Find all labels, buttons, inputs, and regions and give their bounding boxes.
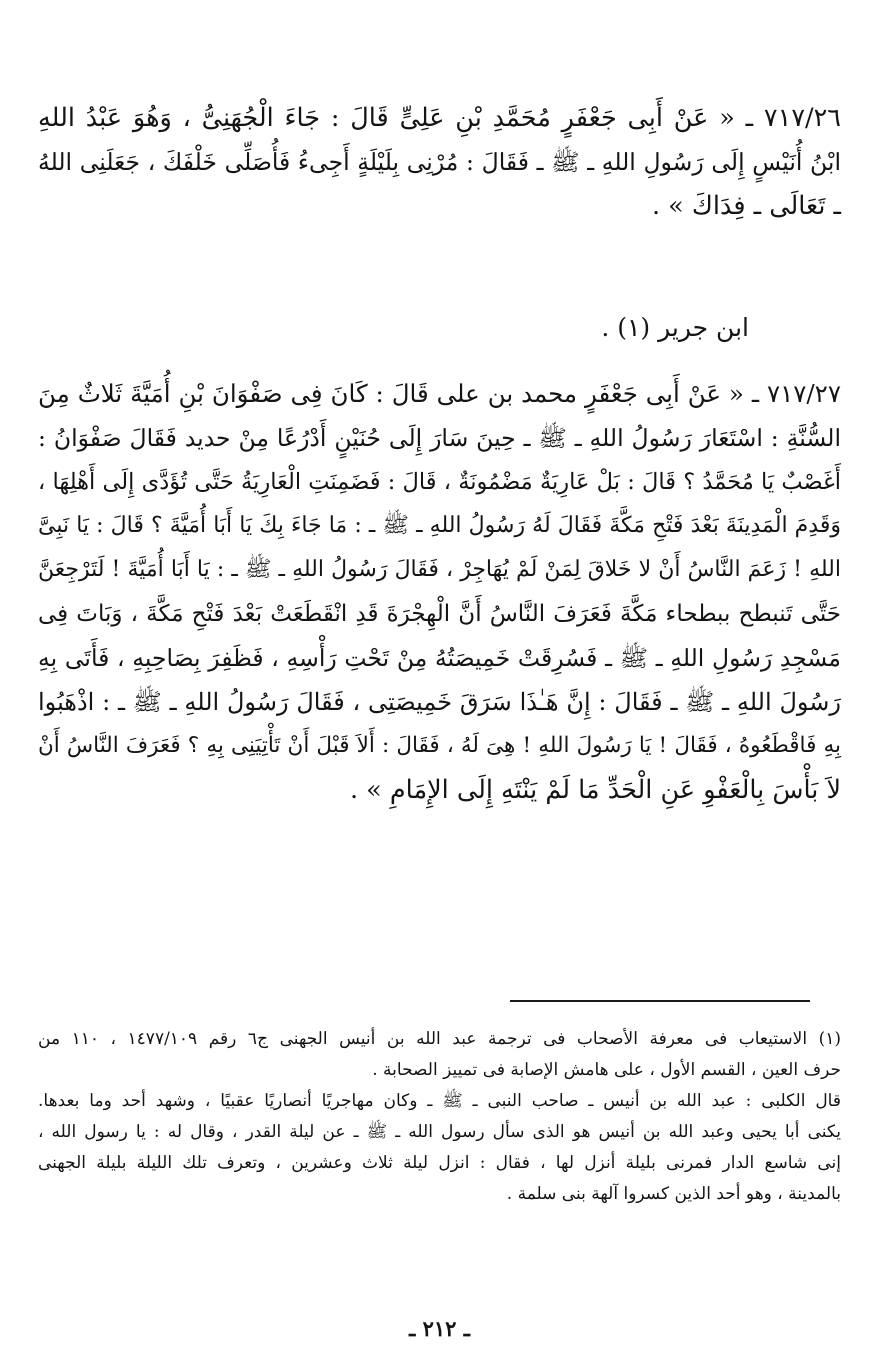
footnote-line-5: إنى شاسع الدار فمرنى بليلة أنزل لها ، فقال : انزل ليلة ثلاث وعشرين ، وتعرف تلك الليلة بليلة الجهنى [38,1153,841,1173]
hadith-717-27 [38,372,841,812]
hadith-26-line-2: ابْنُ أُنَيْسٍ إِلَى رَسُولِ اللهِ ـ ﷺ ـ فَقَالَ : مُرْنِى بِلَيْلَةٍ أَجِىءُ فَأُصَلِّى خَلْفَكَ ، جَعَلَنِى اللهُ [38,148,841,176]
hadith-717-26 [38,96,841,228]
hadith-26-line-3: ـ تَعَالَى ـ فِدَاكَ » . [651,191,841,221]
footnotes [38,1024,841,1210]
footnote-line-4: يكنى أبا يحيى وعبد الله بن أنيس هو الذى سأل رسول الله ـ ﷺ ـ عن ليلة القدر ، وقال له : يا رسول الله ، [38,1122,841,1142]
hadith-27-line-4: وَقَدِمَ الْمَدِينَةَ بَعْدَ فَتْحِ مَكَّةَ فَقَالَ لَهُ رَسُولُ اللهِ ـ ﷺ ـ : مَا جَاءَ بِكَ يَا أَبَا أُمَيَّةَ ؟ قَالَ : يَا نَبِىَّ [38,513,841,538]
hadith-27-line-2: السُّنَّةِ : اسْتَعَارَ رَسُولُ اللهِ ـ ﷺ ـ حِينَ سَارَ إِلَى حُنَيْنٍ أَدْرُعًا مِنْ حديد فَقَالَ صَفْوَانُ : [38,424,841,452]
footnote-line-2: حرف العين ، القسم الأول ، على هامش الإصابة فى تمييز الصحابة . [372,1060,841,1080]
hadith-27-line-10: لاَ بَأْسَ بِالْعَفْوِ عَنِ الْحَدِّ مَا لَمْ يَنْتَهِ إِلَى الإِمَامِ » . [349,775,841,805]
page-number: ـ ٢١٢ ـ [409,1316,470,1341]
hadith-27-line-9: بِهِ فَاقْطَعُوهُ ، فَقَالَ ! يَا رَسُولَ اللهِ ! هِىَ لَهُ ، فَقَالَ : أَلاَ قَبْلَ أَنْ تَأْتِيَنِى بِهِ ؟ فَعَرَفَ النَّاسُ أَنْ [38,733,841,758]
footnote-line-3: قال الكلبى : عبد الله بن أنيس ـ صاحب النبى ـ ﷺ ـ وكان مهاجريًا أنصاريًا عقبيًا ، وشهد أحد وما بعدها. [38,1091,841,1111]
hadith-26-line-1: ٧١٧/٢٦ ـ « عَنْ أَبِى جَعْفَرٍ مُحَمَّدِ بْنِ عَلِىٍّ قَالَ : جَاءَ الْجُهَنِىُّ ، وَهُوَ عَبْدُ اللهِ [38,103,841,133]
footnote-line-1: (١) الاستيعاب فى معرفة الأصحاب فى ترجمة عبد الله بن أنيس الجهنى ج٦ رقم ١٤٧٧/١٠٩ ، ١١٠ من [38,1029,842,1049]
hadith-27-line-7: مَسْجِدِ رَسُولِ اللهِ ـ ﷺ ـ فَسُرِقَتْ خَمِيصَتُهُ مِنْ تَحْتِ رَأْسِهِ ، فَظَفِرَ بِصَاحِبِهِ ، فَأَتَى بِهِ [38,644,841,672]
hadith-27-line-6: حَتَّى تَنبطح ببطحاء مَكَّةَ فَعَرَفَ النَّاسُ أَنَّ الْهِجْرَةَ قَدِ انْقَطَعَتْ بَعْدَ فَتْحِ مَكَّةَ ، وَبَاتَ فِى [38,601,841,627]
hadith-27-line-8: رَسُولَ اللهِ ـ ﷺ ـ فَقَالَ : إِنَّ هَـٰذَا سَرَقَ خَمِيصَتِى ، فَقَالَ رَسُولُ اللهِ ـ ﷺ ـ : اذْهَبُوا [38,688,841,716]
hadith-26-source: ابن جرير (١) . [601,313,749,342]
hadith-27-line-5: اللهِ ! زَعَمَ النَّاسُ أَنْ لا خَلاقَ لِمَنْ لَمْ يُهَاجِرْ ، فَقَالَ رَسُولُ اللهِ ـ ﷺ ـ : يَا أَبَا أُمَيَّةَ ! لَتَرْجِعَنَّ [38,557,841,582]
footnote-divider [510,1000,810,1002]
hadith-27-line-1: ٧١٧/٢٧ ـ « عَنْ أَبِى جَعْفَرٍ محمد بن على قَالَ : كَانَ فِى صَفْوَانَ بْنِ أُمَيَّةَ ثَلاثٌ مِنَ [38,379,841,408]
footnote-line-6: بالمدينة ، وهو أحد الذين كسروا آلهة بنى سلمة . [506,1184,841,1204]
hadith-27-line-3: أَغَصْبٌ يَا مُحَمَّدُ ؟ قَالَ : بَلْ عَارِيَةٌ مَضْمُونَةٌ ، قَالَ : فَضَمِنَتِ الْعَارِيَةُ حَتَّى تُؤَدَّى إِلَى أَهْلِهَا ، [38,469,841,495]
